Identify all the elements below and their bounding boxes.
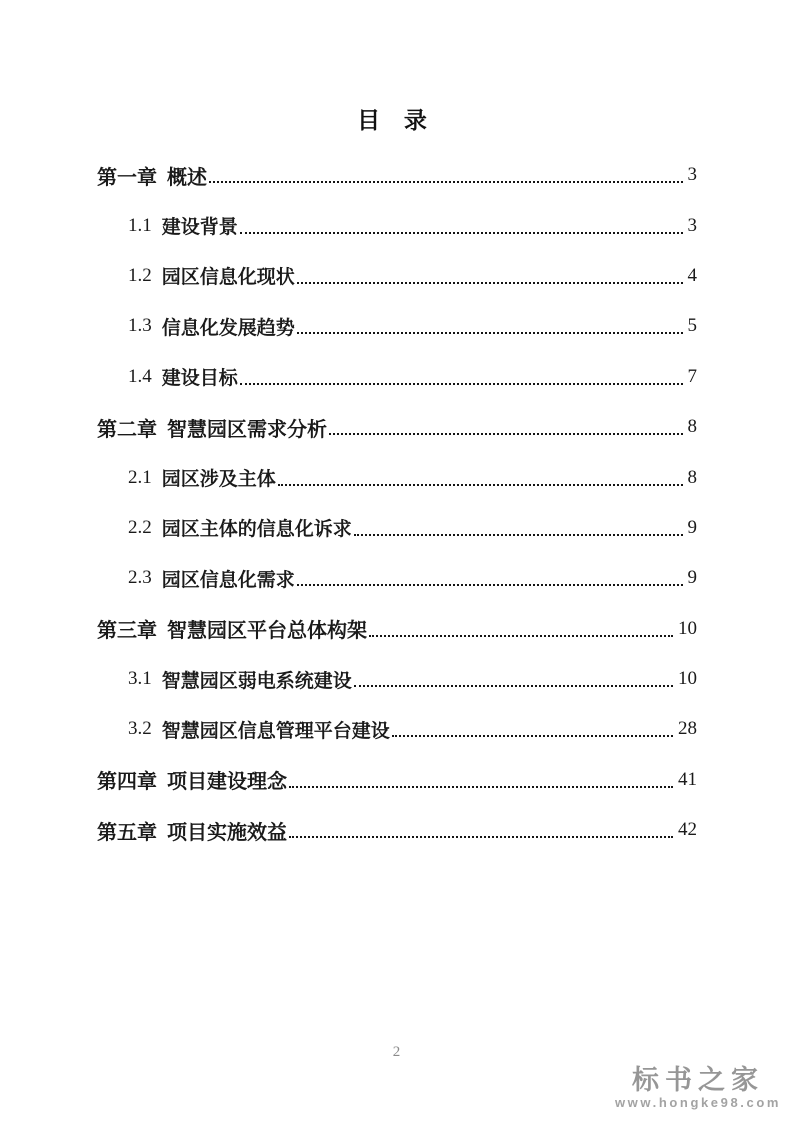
toc-leader-dots <box>392 735 673 737</box>
toc-entry <box>97 251 697 301</box>
toc-entry-title: 项目建设理念 <box>167 771 287 794</box>
watermark <box>613 1066 783 1110</box>
toc-entry-num: 3.1 <box>128 668 152 690</box>
toc-entry <box>97 604 697 654</box>
footer-page-number: 2 <box>392 1044 401 1060</box>
toc-entry <box>97 805 697 855</box>
toc-entry-num: 1.1 <box>128 214 152 236</box>
toc-entry-title: 建设背景 <box>161 217 238 239</box>
toc-entry-title: 概述 <box>167 166 207 189</box>
toc-leader-dots <box>369 635 673 637</box>
toc-entry-page: 3 <box>687 164 697 186</box>
toc-entry <box>97 200 697 250</box>
toc-entry-page: 3 <box>687 214 697 236</box>
toc-leader-dots <box>329 433 683 435</box>
toc-entry <box>97 452 697 502</box>
toc-entry <box>97 654 697 704</box>
toc-entry-title: 项目实施效益 <box>167 821 287 844</box>
toc-entry-page: 7 <box>687 365 697 387</box>
toc-entry-num: 第四章 <box>97 771 157 794</box>
toc-entry-num: 1.4 <box>128 365 152 387</box>
toc-entry-num: 3.2 <box>128 718 152 740</box>
toc-leader-dots <box>240 232 683 234</box>
toc-entry-num: 2.2 <box>128 516 152 538</box>
toc-entry-num: 2.1 <box>128 466 152 488</box>
toc-entry <box>97 755 697 805</box>
toc-entry-num: 第一章 <box>97 166 157 189</box>
toc-leader-dots <box>297 584 683 586</box>
toc-entry <box>97 301 697 351</box>
toc-entry-page: 42 <box>678 819 697 841</box>
toc-entry <box>97 704 697 754</box>
toc-page-title: 目 录 <box>357 108 436 133</box>
toc-leader-dots <box>297 332 683 334</box>
toc-entry-title: 园区主体的信息化诉求 <box>161 519 352 541</box>
toc-entry-page: 10 <box>678 617 697 639</box>
toc-leader-dots <box>354 685 673 687</box>
toc-entry-title: 智慧园区弱电系统建设 <box>161 670 352 692</box>
toc-leader-dots <box>289 836 673 838</box>
toc-leader-dots <box>289 786 673 788</box>
toc-leader-dots <box>297 282 683 284</box>
toc-list <box>97 150 697 855</box>
toc-entry-page: 9 <box>687 516 697 538</box>
toc-leader-dots <box>278 484 683 486</box>
toc-entry-title: 园区信息化需求 <box>161 569 295 591</box>
toc-entry-title: 园区涉及主体 <box>161 469 276 491</box>
toc-leader-dots <box>354 534 683 536</box>
toc-entry <box>97 352 697 402</box>
toc-entry <box>97 503 697 553</box>
toc-entry-page: 8 <box>687 466 697 488</box>
toc-entry-page: 8 <box>687 416 697 438</box>
toc-entry-num: 第五章 <box>97 821 157 844</box>
toc-entry-title: 园区信息化现状 <box>161 267 295 289</box>
toc-entry-page: 9 <box>687 567 697 589</box>
toc-leader-dots <box>209 181 683 183</box>
toc-entry-num: 1.2 <box>128 264 152 286</box>
watermark-url-text: www.hongke98.com <box>614 1095 782 1110</box>
toc-entry-page: 41 <box>678 768 697 790</box>
toc-entry-page: 10 <box>678 668 697 690</box>
toc-entry-num: 第二章 <box>97 418 157 441</box>
toc-entry-title: 智慧园区平台总体构架 <box>167 620 367 643</box>
toc-entry-title: 建设目标 <box>161 368 238 390</box>
toc-entry-page: 4 <box>687 264 697 286</box>
toc-entry-title: 智慧园区信息管理平台建设 <box>161 720 390 742</box>
toc-entry <box>97 553 697 603</box>
toc-entry-title: 信息化发展趋势 <box>161 317 295 339</box>
toc-entry-page: 5 <box>687 315 697 337</box>
toc-entry-num: 1.3 <box>128 315 152 337</box>
toc-entry <box>97 402 697 452</box>
toc-entry-page: 28 <box>678 718 697 740</box>
toc-entry-num: 第三章 <box>97 620 157 643</box>
toc-entry-title: 智慧园区需求分析 <box>167 418 327 441</box>
toc-entry <box>97 150 697 200</box>
watermark-brand-text: 标书之家 <box>632 1065 764 1095</box>
toc-leader-dots <box>240 383 683 385</box>
toc-entry-num: 2.3 <box>128 567 152 589</box>
